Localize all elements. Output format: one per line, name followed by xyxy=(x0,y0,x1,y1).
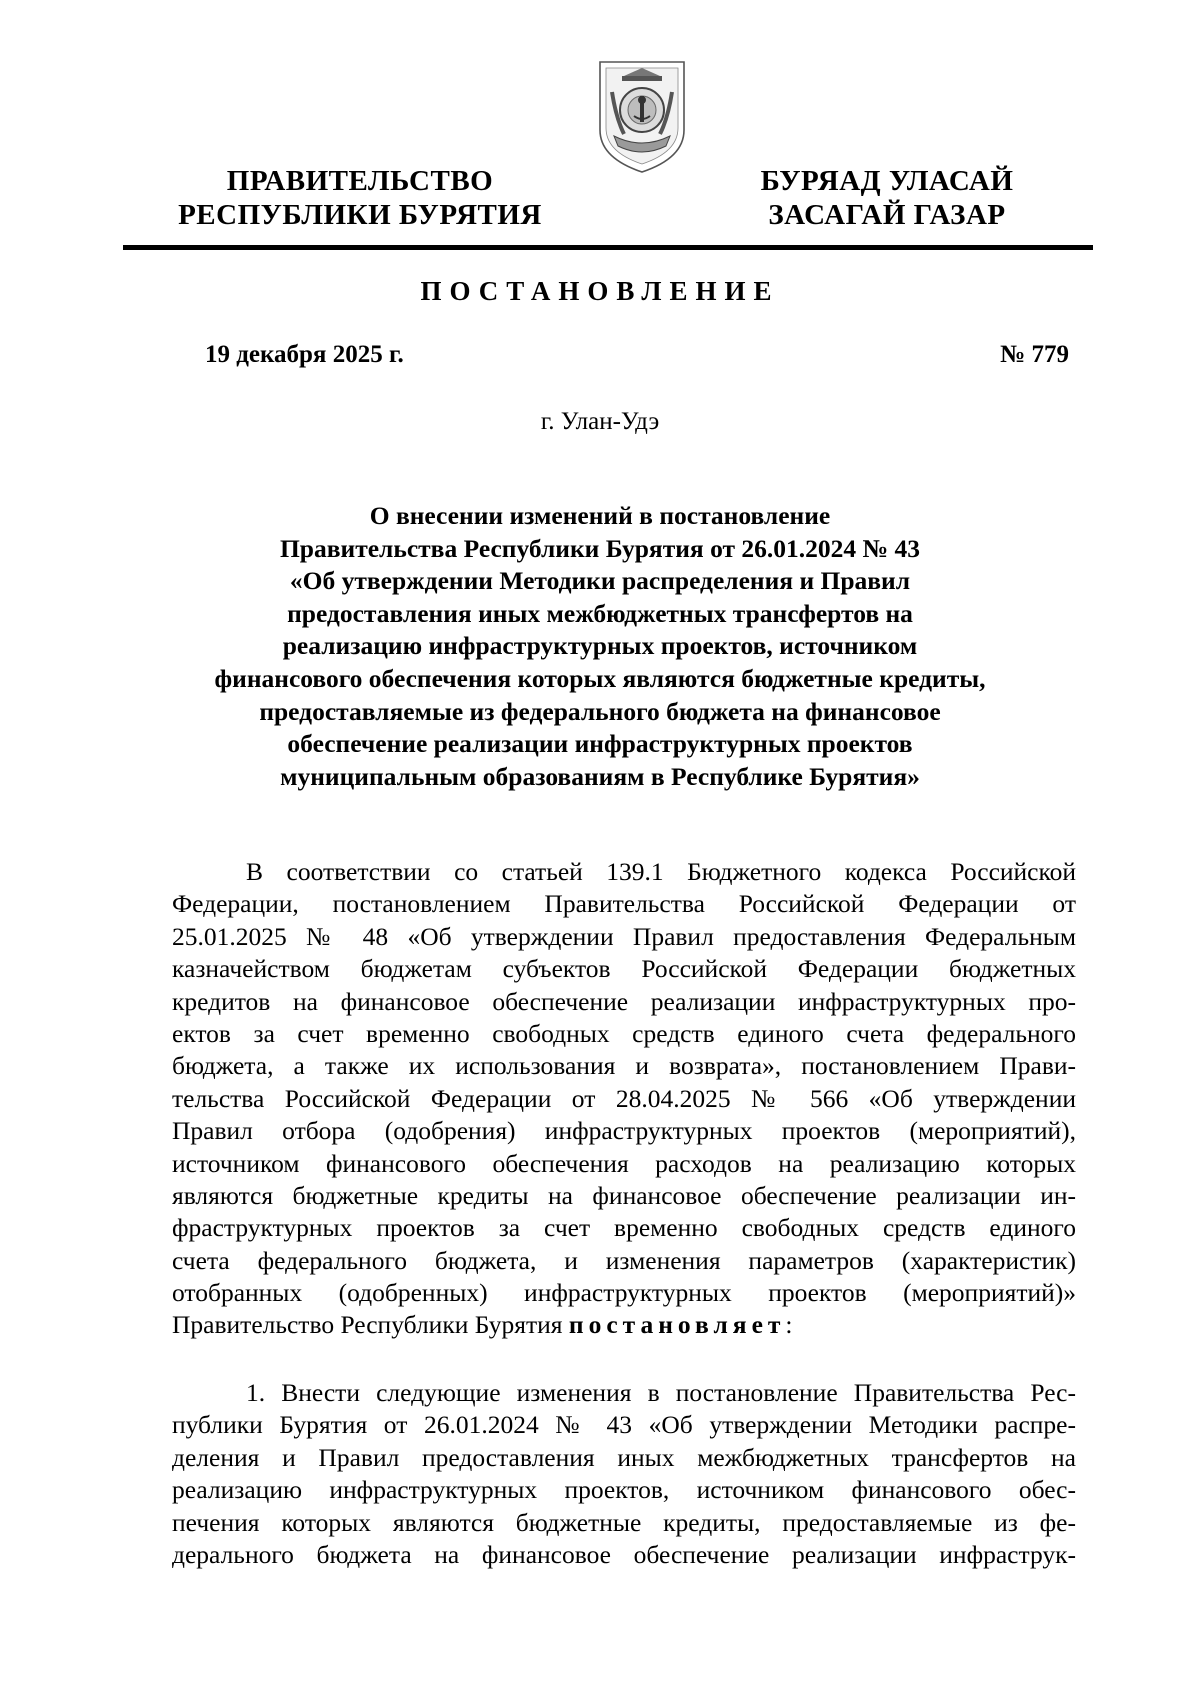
body-line: деления и Правил предоставления иных межбюджетных трансфертов на xyxy=(172,1442,1076,1472)
title-line: обеспечение реализации инфраструктурных проектов xyxy=(287,729,913,759)
title-line: реализацию инфраструктурных проектов, источником xyxy=(282,631,918,661)
title-line: Правительства Республики Бурятия от 26.01.2024 № 43 xyxy=(279,533,921,563)
body-line: печения которых являются бюджетные кредиты, предоставляемые из фе- xyxy=(172,1507,1076,1537)
title-line: финансового обеспечения которых являются бюджетные кредиты, xyxy=(214,663,986,693)
title-line: «Об утверждении Методики распределения и Правил xyxy=(289,566,911,596)
coat-of-arms-icon xyxy=(594,58,690,176)
body-line: 25.01.2025 № 48 «Об утверждении Правил предоставления Федеральным xyxy=(172,921,1076,951)
org-name-russian xyxy=(160,164,560,232)
title-line: предоставления иных межбюджетных трансфертов на xyxy=(287,598,913,628)
body-line-final xyxy=(172,1309,1076,1341)
body-line: 1. Внести следующие изменения в постановление Правительства Рес- xyxy=(246,1378,1076,1407)
body-line: тельства Российской Федерации от 28.04.2025 № 566 «Об утверждении xyxy=(172,1083,1076,1113)
body-line: бюджета, а также их использования и возврата», постановлением Прави- xyxy=(172,1051,1076,1081)
body-line: казначейством бюджетам субъектов Российской Федерации бюджетных xyxy=(172,954,1076,984)
body-line: кредитов на финансовое обеспечение реализации инфраструктурных про- xyxy=(172,986,1076,1016)
body-line: отобранных (одобренных) инфраструктурных проектов (мероприятий)» xyxy=(172,1278,1076,1308)
header-divider xyxy=(123,245,1093,250)
org-name-line: ПРАВИТЕЛЬСТВО xyxy=(226,165,494,197)
body-line: В соответствии со статьей 139.1 Бюджетного кодекса Российской xyxy=(246,857,1076,886)
document-city: г. Улан-Удэ xyxy=(540,408,660,435)
body-line: счета федерального бюджета, и изменения параметров (характеристик) xyxy=(172,1245,1076,1275)
document-number: № 779 xyxy=(1000,341,1069,368)
body-line: ектов за счет временно свободных средств единого счета федерального xyxy=(172,1018,1076,1048)
title-line: О внесении изменений в постановление xyxy=(369,501,831,530)
body-line: дерального бюджета на финансовое обеспечение реализации инфраструк- xyxy=(172,1539,1076,1569)
body-line: являются бюджетные кредиты на финансовое обеспечение реализации ин- xyxy=(172,1180,1076,1210)
body-line: источником финансового обеспечения расходов на реализацию которых xyxy=(172,1148,1076,1178)
document-title xyxy=(150,500,1050,793)
clause-1-paragraph xyxy=(172,1377,1076,1571)
org-name-buryat xyxy=(742,164,1032,232)
org-name-line: РЕСПУБЛИКИ БУРЯТИЯ xyxy=(178,199,542,231)
title-line: муниципальным образованиям в Республике Бурятия» xyxy=(280,761,920,791)
body-line: реализацию инфраструктурных проектов, источником финансового обес- xyxy=(172,1475,1076,1505)
final-prefix: Правительство Республики Бурятия xyxy=(172,1310,569,1340)
org-name-line: ЗАСАГАЙ ГАЗАР xyxy=(768,199,1006,231)
body-line: Правил отбора (одобрения) инфраструктурных проектов (мероприятий), xyxy=(172,1116,1076,1146)
body-line: фраструктурных проектов за счет временно свободных средств единого xyxy=(172,1213,1076,1243)
document-date: 19 декабря 2025 г. xyxy=(205,341,404,368)
preamble-paragraph xyxy=(172,856,1076,1342)
body-line: публики Бурятия от 26.01.2024 № 43 «Об утверждении Методики распре- xyxy=(172,1410,1076,1440)
resolution-verb: постановляет xyxy=(568,1310,786,1340)
org-name-line: БУРЯАД УЛАСАЙ xyxy=(760,165,1014,197)
title-line: предоставляемые из федерального бюджета на финансовое xyxy=(259,696,941,726)
document-type: ПОСТАНОВЛЕНИЕ xyxy=(420,276,780,306)
final-suffix: : xyxy=(785,1310,793,1340)
body-line: Федерации, постановлением Правительства Российской Федерации от xyxy=(172,889,1076,919)
